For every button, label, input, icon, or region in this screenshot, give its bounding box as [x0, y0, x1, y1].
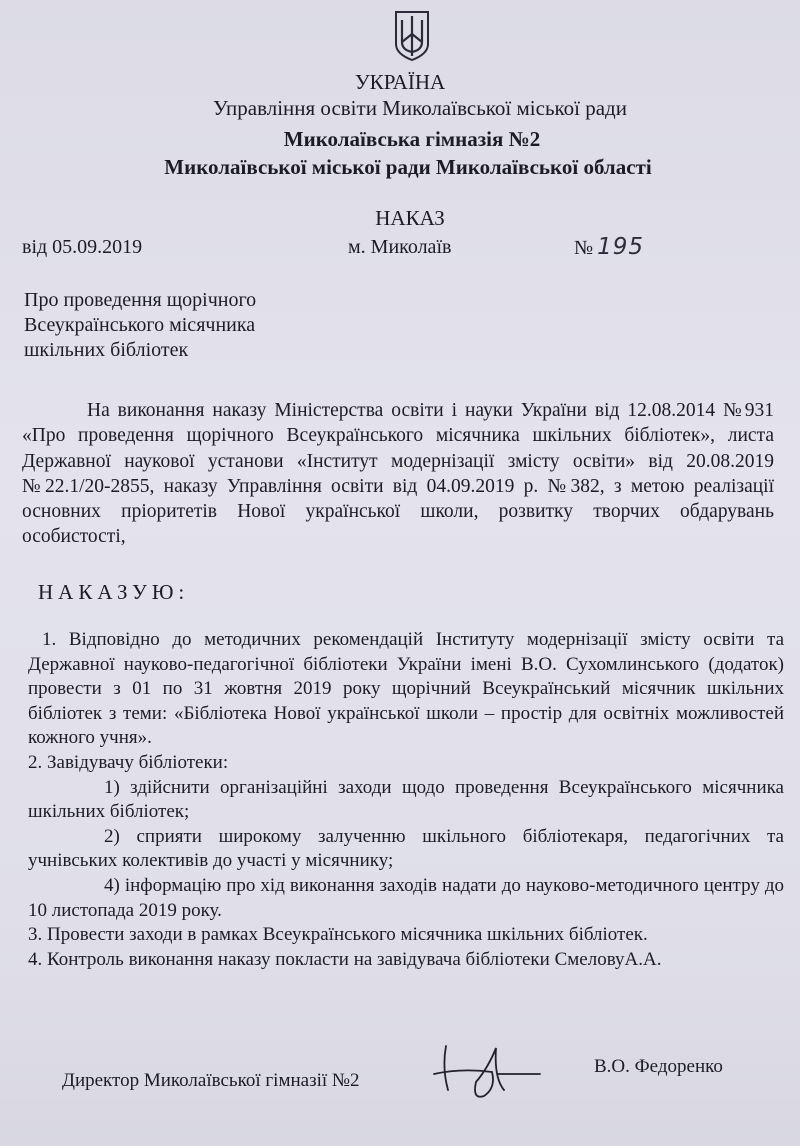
handwritten-signature-icon	[432, 1038, 542, 1108]
order-subject	[24, 288, 344, 363]
header-region: Миколаївської міської ради Миколаївської області	[164, 155, 652, 179]
order-number	[574, 234, 644, 260]
order-number-label: №	[574, 237, 594, 259]
signatory-name: В.О. Федоренко	[594, 1056, 723, 1077]
order-date: від 05.09.2019	[22, 236, 143, 258]
order-item-2-2: 2) сприяти широкому залученню шкільного бібліотекаря, педагогічних та учнівських колективів до участі у місячнику;	[28, 825, 784, 872]
trident-emblem-icon	[388, 8, 436, 62]
signatory-role: Директор Миколаївської гімназії №2	[62, 1070, 360, 1091]
order-items	[28, 628, 784, 972]
order-item-2: 2. Завідувачу бібліотеки:	[28, 751, 229, 773]
order-city: м. Миколаїв	[348, 236, 452, 258]
header-department: Управління освіти Миколаївської міської ради	[213, 96, 627, 120]
order-number-value: 195	[597, 234, 644, 260]
order-item-4: 4. Контроль виконання наказу покласти на завідувача бібліотеки СмеловуА.А.	[28, 948, 662, 970]
subject-line: шкільних бібліотек	[24, 339, 189, 361]
order-command: НАКАЗУЮ:	[38, 580, 190, 604]
order-item-2-1: 1) здійснити організаційні заходи щодо проведення Всеукраїнського місячника шкільних бібліотек;	[28, 776, 784, 823]
subject-line: Всеукраїнського місячника	[24, 314, 256, 336]
order-item-1: 1. Відповідно до методичних рекомендацій Інституту модернізації змісту освіти та Державної науково-педагогічної бібліотеки України імені В.О. Сухомлинського (додаток) провести з 01 по 31 жовтня 2019 року щорічний Всеукраїнський місячник шкільних бібліотек з теми: «Бібліотека Нової української школи – простір для освітніх можливостей кожного учня».	[28, 629, 784, 749]
order-preamble: На виконання наказу Міністерства освіти і науки України від 12.08.2014 №931 «Про проведення щорічного Всеукраїнського місячника шкільних бібліотек», листа Державної наукової установи «Інститут модернізації змісту освіти» від 20.08.2019 №22.1/20-2855, наказу Управління освіти від 04.09.2019 р. №382, з метою реалізації основних пріоритетів Нової української школи, розвитку творчих обдарувань особистості,	[22, 400, 774, 548]
subject-line: Про проведення щорічного	[24, 289, 257, 311]
order-title: НАКАЗ	[375, 206, 445, 230]
header-country: УКРАЇНА	[354, 70, 446, 94]
header-school: Миколаївська гімназія №2	[283, 127, 541, 151]
order-item-2-4: 4) інформацію про хід виконання заходів надати до науково-методичного центру до 10 листопада 2019 року.	[28, 874, 784, 921]
order-item-3: 3. Провести заходи в рамках Всеукраїнського місячника шкільних бібліотек.	[28, 924, 648, 946]
